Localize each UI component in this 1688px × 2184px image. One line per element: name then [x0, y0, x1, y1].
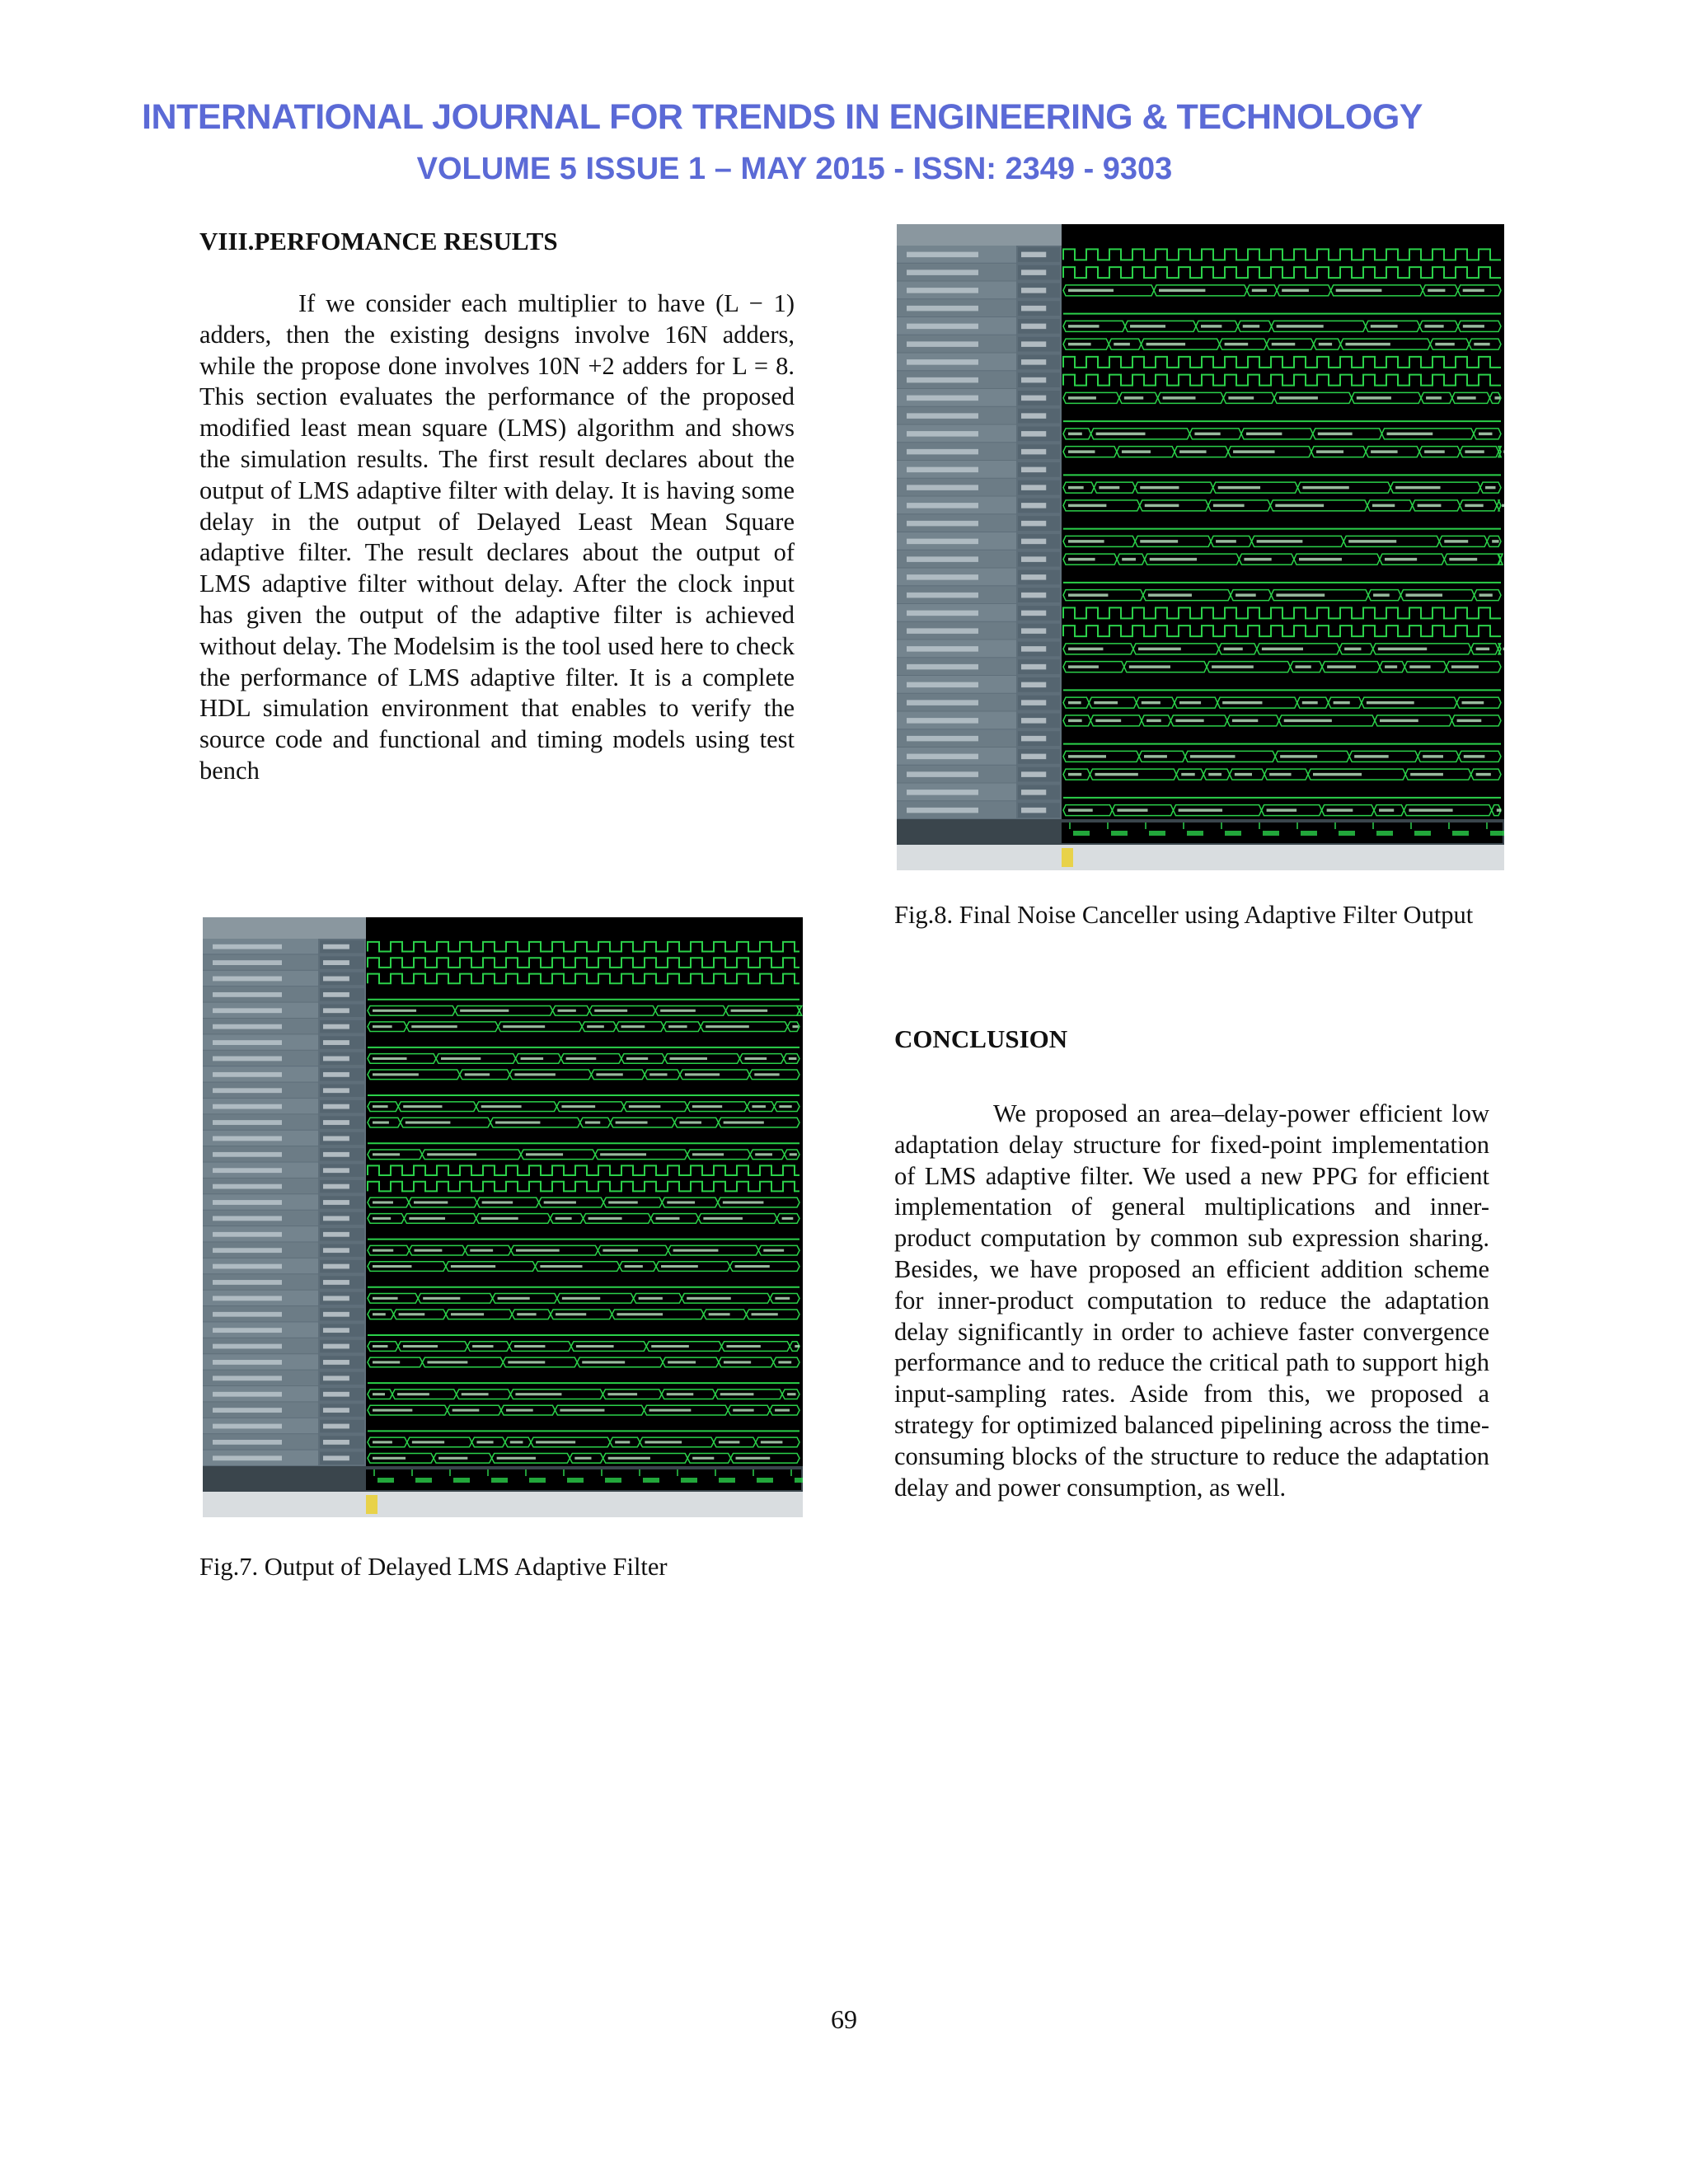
figure7-caption: Fig.7. Output of Delayed LMS Adaptive Filter	[199, 1553, 668, 1581]
journal-title: INTERNATIONAL JOURNAL FOR TRENDS IN ENGINEERING & TECHNOLOGY	[142, 97, 1423, 137]
conclusion-text: We proposed an area–delay-power efficient low adaptation delay structure for fixed-point implementation of LMS adaptive filter. We used a new PPG for efficient implementation of general multiplications and inner-product computation by common sub expression sharing. Besides, we have proposed an efficient addition scheme for inner-product computation to reduce the adaptation delay significantly in order to achieve faster convergence performance and to reduce the critical path to support high input-sampling rates. Aside from this, we proposed a strategy for optimized balanced pipelining across the time-consuming blocks of the structure to reduce the adaptation delay and power consumption, as well.	[894, 1099, 1489, 1502]
figure8-caption: Fig.8. Final Noise Canceller using Adaptive Filter Output	[894, 901, 1474, 929]
page-number: 69	[831, 2004, 857, 2034]
section-heading-results: VIII.PERFOMANCE RESULTS	[199, 227, 558, 255]
section-heading-conclusion: CONCLUSION	[894, 1024, 1068, 1053]
results-text: If we consider each multiplier to have (L − 1) adders, then the existing designs involve 16N adders, while the propose done involves 10N +2 adders for L = 8. This section evaluates the performance of the proposed modified least mean square (LMS) algorithm and shows the simulation results. The first result declares about the output of LMS adaptive filter with delay. It is having some delay in the output of Delayed Least Mean Square adaptive filter. The result declares about the output of LMS adaptive filter without delay. After the clock input has given the output of the adaptive filter is achieved without delay. The Modelsim is the tool used here to check the performance of LMS adaptive filter. It is a complete HDL simulation environment that enables to verify the source code and functional and timing models using test bench	[199, 289, 795, 785]
results-paragraph	[199, 288, 795, 787]
figure8-waveform-svg	[897, 224, 1504, 870]
figure7-waveform-svg	[203, 917, 803, 1517]
issue-line: VOLUME 5 ISSUE 1 – MAY 2015 - ISSN: 2349 - 9303	[416, 152, 1173, 186]
figure7-waveform	[203, 917, 803, 1517]
figure8-waveform	[897, 224, 1504, 870]
conclusion-paragraph	[894, 1099, 1489, 1503]
